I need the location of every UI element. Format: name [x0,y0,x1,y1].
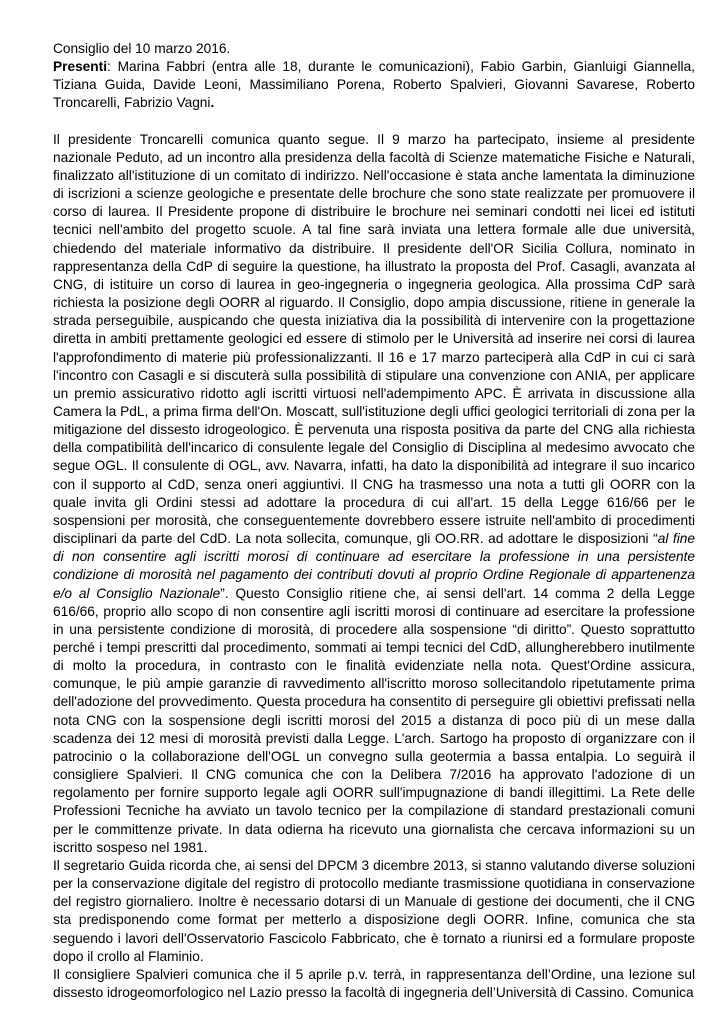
quoted-provision: al fine di non consentire agli iscritti morosi di continuare ad esercitare la professione in una persistente condizione di morosità nel pagamento dei contributi dovuti al proprio Ordine Regionale di appartenenza e/o al Consiglio Nazionale [53,531,695,601]
attendees-list: : Marina Fabbri (entra alle 18, durante le comunicazioni), Fabio Garbin, Gianluigi Giannella, Tiziana Guida, Davide Leoni, Massimiliano Porena, Roberto Spalvieri, Giovanni Savarese, Roberto Troncarelli, Fabrizio Vagni [53,59,695,111]
document-page [53,40,695,1002]
meeting-heading: Consiglio del 10 marzo 2016. [53,41,231,56]
president-report-text: Il presidente Troncarelli comunica quanto segue. Il 9 marzo ha partecipato, insieme al presidente nazionale Peduto, ad un incontro alla presidenza della facoltà di Scienze matematiche Fisiche e Naturali, finalizzato all'istituzione di un comitato di indirizzo. Nell'occasione è stata anche lamentata la diminuzione di iscrizioni a scienze geologiche e presentate delle brochure che sono state realizzate per promuovere il corso di laurea. Il Presidente propone di distribuire le brochure nei seminari condotti nei licei ed istituti tecnici nell'ambito del progetto scuole. A tal fine sarà inviata una lettera formale alle due università, chiedendo del materiale informativo da distribuire. Il presidente dell'OR Sicilia Collura, nominato in rappresentanza della CdP di seguire la questione, ha illustrato la proposta del Prof. Casagli, avanzata al CNG, di istituire un corso di laurea in geo-ingegneria o ingegneria geologica. Alla prossima CdP sarà richiesta la posizione degli OORR al riguardo. Il Consiglio, dopo ampia discussione, ritiene in generale la strada perseguibile, auspicando che questa iniziativa dia la possibilità di intervenire con la progettazione diretta in ambiti prettamente geologici ed essere di stimolo per le Università ad inserire nei corsi di laurea l'approfondimento di materie più professionalizzanti. Il 16 e 17 marzo parteciperà alla CdP in cui ci sarà l'incontro con Casagli e si discuterà sulla possibilità di stipulare una convenzione con ANIA, per applicare un premio assicurativo ridotto agli iscritti virtuosi nell'adempimento APC. È arrivata in discussione alla Camera la PdL, a prima firma dell'On. Moscatt, sull'istituzione degli uffici geologici territoriali di zona per la mitigazione del dissesto idrogeologico. È pervenuta una risposta positiva da parte del CNG alla richiesta della compatibilità dell'incarico di consulente legale del Consiglio di Disciplina al medesimo avvocato che segue OGL. Il consulente di OGL, avv. Navarra, infatti, ha dato la disponibilità ad integrare il suo incarico con il supporto al CdD, senza oneri aggiuntivi. Il CNG ha trasmesso una nota a tutti gli OORR con la quale invita gli Ordini stessi ad adottare la procedura di cui all'art. 15 della Legge 616/66 per le sospensioni per morosità, che conseguentemente dovrebbero essere istruite nell'ambito di procedimenti disciplinari da parte del CdD. La nota sollecita, comunque, gli OO.RR. ad adottare le disposizioni “ [53,131,695,547]
president-report-paragraph [53,131,695,857]
attendees-end: . [210,95,215,111]
president-report-continuation: ”. Questo Consiglio ritiene che, ai sensi dell'art. 14 comma 2 della Legge 616/66, proprio allo scopo di non consentire agli iscritti morosi di continuare ad esercitare la professione in una persistente condizione di morosità, di procedere alla sospensione “di diritto”. Questo soprattutto perché i tempi prescritti dal procedimento, sommati ai tempi tecnici del CdD, allungherebbero inutilmente di molto la procedura, in contrasto con le finalità evidenziate nella nota. Quest'Ordine assicura, comunque, le più ampie garanzie di ravvedimento all'iscritto moroso sollecitandolo ripetutamente prima dell'adozione del provvedimento. Questa procedura ha consentito di perseguire gli obiettivi prefissati nella nota CNG con la sospensione degli iscritti morosi del 2015 a distanza di poco più di un mese dalla scadenza dei 12 mesi di morosità previsti dalla Legge. L'arch. Sartogo ha proposto di organizzare con il patrocinio o la collaborazione dell'OGL un convegno sulla geotermia a bassa entalpia. Lo seguirà il consigliere Spalvieri. Il CNG comunica che con la Delibera 7/2016 ha approvato l'adozione di un regolamento per fornire supporto legale agli OORR sull'impugnazione di bandi illegittimi. La Rete delle Professioni Tecniche ha avviato un tavolo tecnico per la compilazione di standard prestazionali comuni per le committenze private. In data odierna ha ricevuto una giornalista che cercava informazioni su un iscritto sospeso nel 1981. [53,585,695,855]
paragraph-gap [53,113,695,131]
attendees-paragraph [53,58,695,112]
secretary-report-paragraph: Il segretario Guida ricorda che, ai sensi del DPCM 3 dicembre 2013, si stanno valutando diverse soluzioni per la conservazione digitale del registro di protocollo mediante trasmissione quotidiana in conservazione del registro giornaliero. Inoltre è necessario dotarsi di un Manuale di gestione dei documenti, che il CNG sta predisponendo come format per metterlo a disposizione degli OORR. Infine, comunica che sta seguendo i lavori dell'Osservatorio Fascicolo Fabbricato, che è tornato a riunirsi ed a formulare proposte dopo il crollo al Flaminio. [53,857,695,964]
attendees-label: Presenti [53,59,108,75]
councillor-report-paragraph: Il consigliere Spalvieri comunica che il 5 aprile p.v. terrà, in rappresentanza dell’Ordine, una lezione sul dissesto idrogeomorfologico nel Lazio presso la facoltà di ingegneria dell’Università di Cassino. Comunica [53,966,695,1000]
